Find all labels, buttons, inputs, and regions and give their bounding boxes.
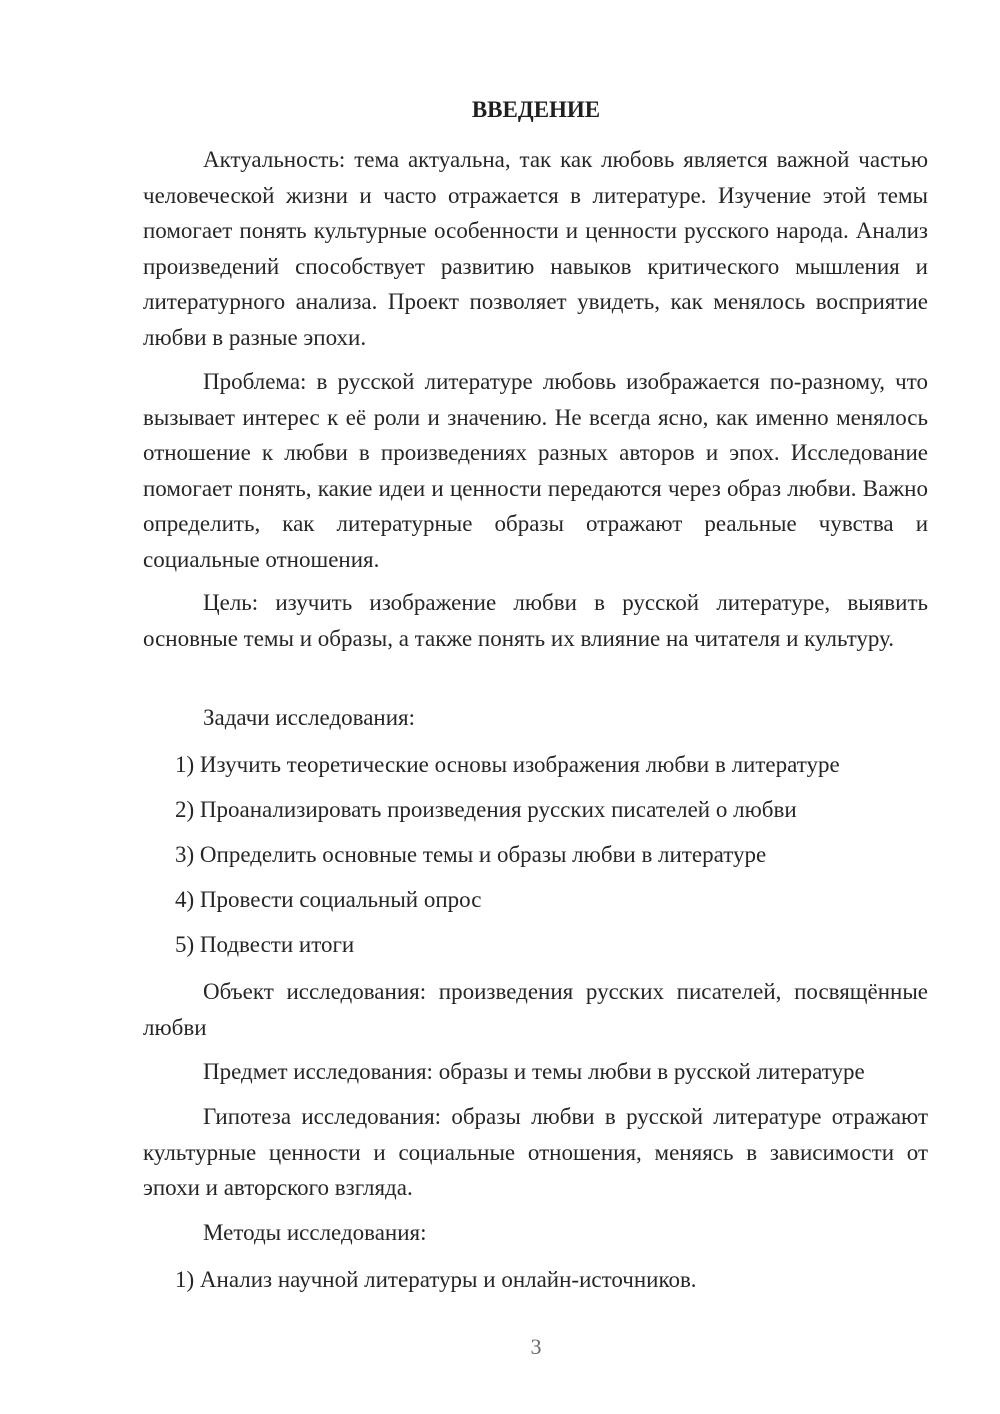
page-title: ВВЕДЕНИЕ	[471, 97, 601, 122]
object-paragraph: Объект исследования: произведения русских писателей, посвящённые любви	[143, 979, 928, 1040]
task-item-3: 3) Определить основные темы и образы любви в литературе	[175, 842, 767, 867]
tasks-heading: Задачи исследования:	[203, 705, 416, 730]
task-item-5: 5) Подвести итоги	[175, 932, 355, 957]
task-item-4: 4) Провести социальный опрос	[175, 887, 482, 912]
task-item-2: 2) Проанализировать произведения русских писателей о любви	[175, 797, 797, 822]
task-item-1: 1) Изучить теоретические основы изображения любви в литературе	[175, 752, 840, 777]
goal-paragraph: Цель: изучить изображение любви в русской литературе, выявить основные темы и образы, а также понять их влияние на читателя и культуру.	[143, 590, 928, 651]
subject-paragraph: Предмет исследования: образы и темы любви в русской литературе	[203, 1059, 865, 1084]
page-number: 3	[530, 1334, 542, 1359]
methods-heading: Методы исследования:	[203, 1220, 427, 1245]
problem-paragraph: Проблема: в русской литературе любовь изображается по-разному, что вызывает интерес к её роли и значению. Не всегда ясно, как именно менялось отношение к любви в произведениях разных авторов и эпох. Исследование помогает понять, какие идеи и ценности передаются через образ любви. Важно определить, как литературные образы отражают реальные чувства и социальные отношения.	[143, 369, 928, 572]
relevance-paragraph: Актуальность: тема актуальна, так как любовь является важной частью человеческой жизни и часто отражается в литературе. Изучение этой темы помогает понять культурные особенности и ценности русского народа. Анализ произведений способствует развитию навыков критического мышления и литературного анализа. Проект позволяет увидеть, как менялось восприятие любви в разные эпохи.	[143, 147, 928, 350]
method-item-1: 1) Анализ научной литературы и онлайн-источников.	[175, 1267, 697, 1292]
hypothesis-paragraph: Гипотеза исследования: образы любви в русской литературе отражают культурные ценности и социальные отношения, меняясь в зависимости от эпохи и авторского взгляда.	[143, 1104, 928, 1200]
